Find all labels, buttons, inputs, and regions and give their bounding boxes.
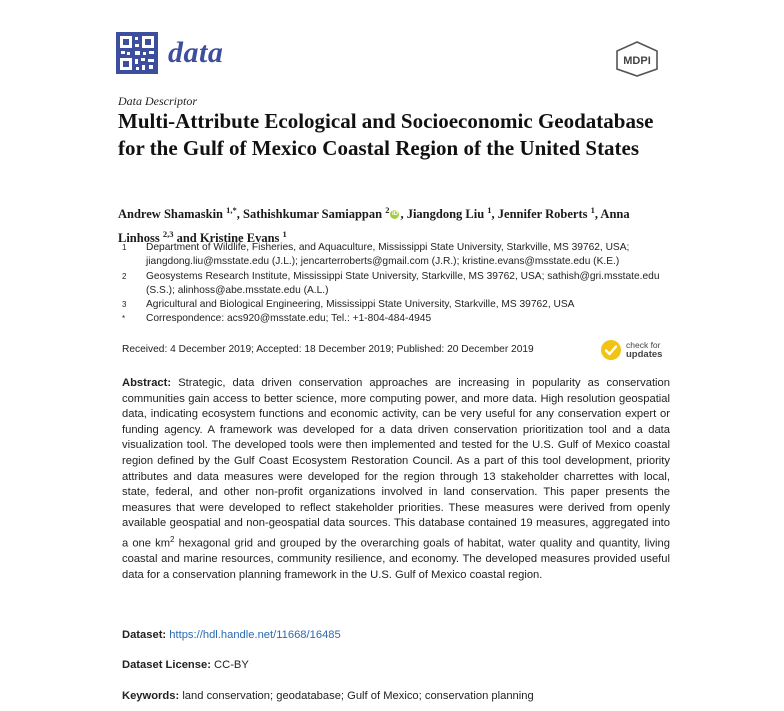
check-updates-label — [626, 341, 662, 359]
affiliation-item — [122, 270, 682, 299]
author-name[interactable]: Sathishkumar Samiappan — [243, 207, 383, 222]
author-name[interactable]: Kristine Evans — [199, 231, 280, 246]
author-list: Andrew Shamaskin $^{1,*}$, Sathishkumar Samiappan $^2$ iD , Jiangdong Liu $^1$, Jennifer Roberts $^1$, Anna Linhoss $^{2,3}$ and Kristine Evans $^1$ — [118, 205, 630, 246]
check-updates-line2: updates — [626, 349, 663, 360]
abstract-label: Abstract: — [122, 377, 172, 389]
affiliation-text: Geosystems Research Institute, Mississippi State University, Starkville, MS 39762, USA; sathish@gri.msstate.edu (S.S.); alinhoss@abe.msstate.edu (A.L.) — [146, 270, 660, 296]
journal-name: data — [168, 36, 224, 69]
abstract-superscript: 2 — [170, 534, 175, 544]
author-affiliation-marker: 1 — [590, 205, 595, 215]
license-value: CC-BY — [214, 659, 249, 671]
dataset-line — [122, 629, 341, 641]
article-type: Data Descriptor — [118, 94, 197, 108]
affiliation-text: Agricultural and Biological Engineering, Mississippi State University, Starkville, MS 39762, USA — [146, 299, 575, 311]
affiliation-marker: * — [122, 314, 126, 324]
author-conjunction: and — [176, 231, 197, 246]
check-updates-icon — [600, 339, 622, 361]
affiliation-item — [122, 298, 682, 312]
author-affiliation-marker: 1 — [487, 205, 492, 215]
author-affiliation-marker: 2,3 — [162, 229, 174, 240]
correspondence-item — [122, 312, 682, 326]
author-name[interactable]: Andrew Shamaskin — [118, 207, 224, 222]
publisher-name: MDPI — [623, 55, 651, 67]
affiliation-list — [122, 241, 682, 327]
license-line — [122, 659, 249, 671]
abstract-text-continued: hexagonal grid and grouped by the overarching goals of habitat, water quality and quantity, living coastal and marine resources, community resilience, and economy. The developed measures provided useful data for a conservation planning framework in the U.S. Gulf of Mexico coastal region. — [122, 537, 670, 581]
affiliation-marker: 2 — [122, 271, 127, 281]
publication-dates: Received: 4 December 2019; Accepted: 18 December 2019; Published: 20 December 2019 — [122, 344, 534, 355]
author-name[interactable]: Jiangdong Liu — [406, 207, 485, 222]
keywords-label: Keywords: — [122, 690, 180, 702]
affiliation-marker: 1 — [122, 243, 127, 252]
affiliation-marker: 3 — [122, 300, 127, 310]
affiliation-item — [122, 241, 682, 270]
author-affiliation-marker: 1 — [282, 229, 287, 240]
author-affiliation-marker: 1,* — [226, 205, 237, 215]
abstract — [122, 376, 670, 583]
orcid-icon[interactable]: iD — [391, 211, 398, 218]
affiliation-text: Department of Wildlife, Fisheries, and Aquaculture, Mississippi State University, Starkville, MS 39762, USA; jiangdong.liu@msstate.edu (J.L.); jencarterroberts@gmail.com (J.R.); kristine.evans@msstate.edu (K.E.) — [146, 242, 630, 268]
dataset-label: Dataset: — [122, 629, 167, 641]
abstract-text: Strategic, data driven conservation approaches are increasing in popularity as conservation communities gain access to better science, more computing power, and more data. High resolution geospatial data, indicating ecosystem functions and economic activity, can be very useful for any conservation expert or funding agency. A framework was developed for a data driven conservation prioritization tool and a data visualization tool. The developed tools were then implemented and tested for the U.S. Gulf of Mexico coastal region defined by the Gulf Coast Ecosystem Restoration Council. As a part of this tool development, priority attributes and data measures were developed for the region through 13 stakeholder charrettes with local, state, federal, and other non-profit organizations involved in land conservation. This paper presents the measures that were developed to reflect stakeholder priorities. These measures were derived from openly available geospatial and non-geospatial data sources. This database contained 19 measures, aggregated into a one km — [122, 377, 670, 550]
qr-journal-icon — [116, 32, 158, 74]
mdpi-logo-icon[interactable] — [613, 40, 661, 78]
author-affiliation-marker: 2 — [385, 205, 390, 215]
license-label: Dataset License: — [122, 659, 211, 671]
author-name[interactable]: Anna Linhoss — [118, 207, 630, 246]
correspondence-text: Correspondence: acs920@msstate.edu; Tel.: +1-804-484-4945 — [146, 313, 432, 325]
keywords-value: land conservation; geodatabase; Gulf of Mexico; conservation planning — [182, 690, 534, 702]
keywords-line — [122, 690, 534, 702]
check-for-updates-button[interactable] — [600, 339, 662, 361]
dataset-link[interactable]: https://hdl.handle.net/11668/16485 — [169, 629, 341, 641]
article-title: Multi-Attribute Ecological and Socioeconomic Geodatabase for the Gulf of Mexico Coastal Region of the United States — [118, 109, 654, 160]
check-updates-line1: check for — [626, 340, 661, 350]
journal-logo[interactable] — [116, 32, 223, 74]
author-name[interactable]: Jennifer Roberts — [497, 207, 588, 222]
